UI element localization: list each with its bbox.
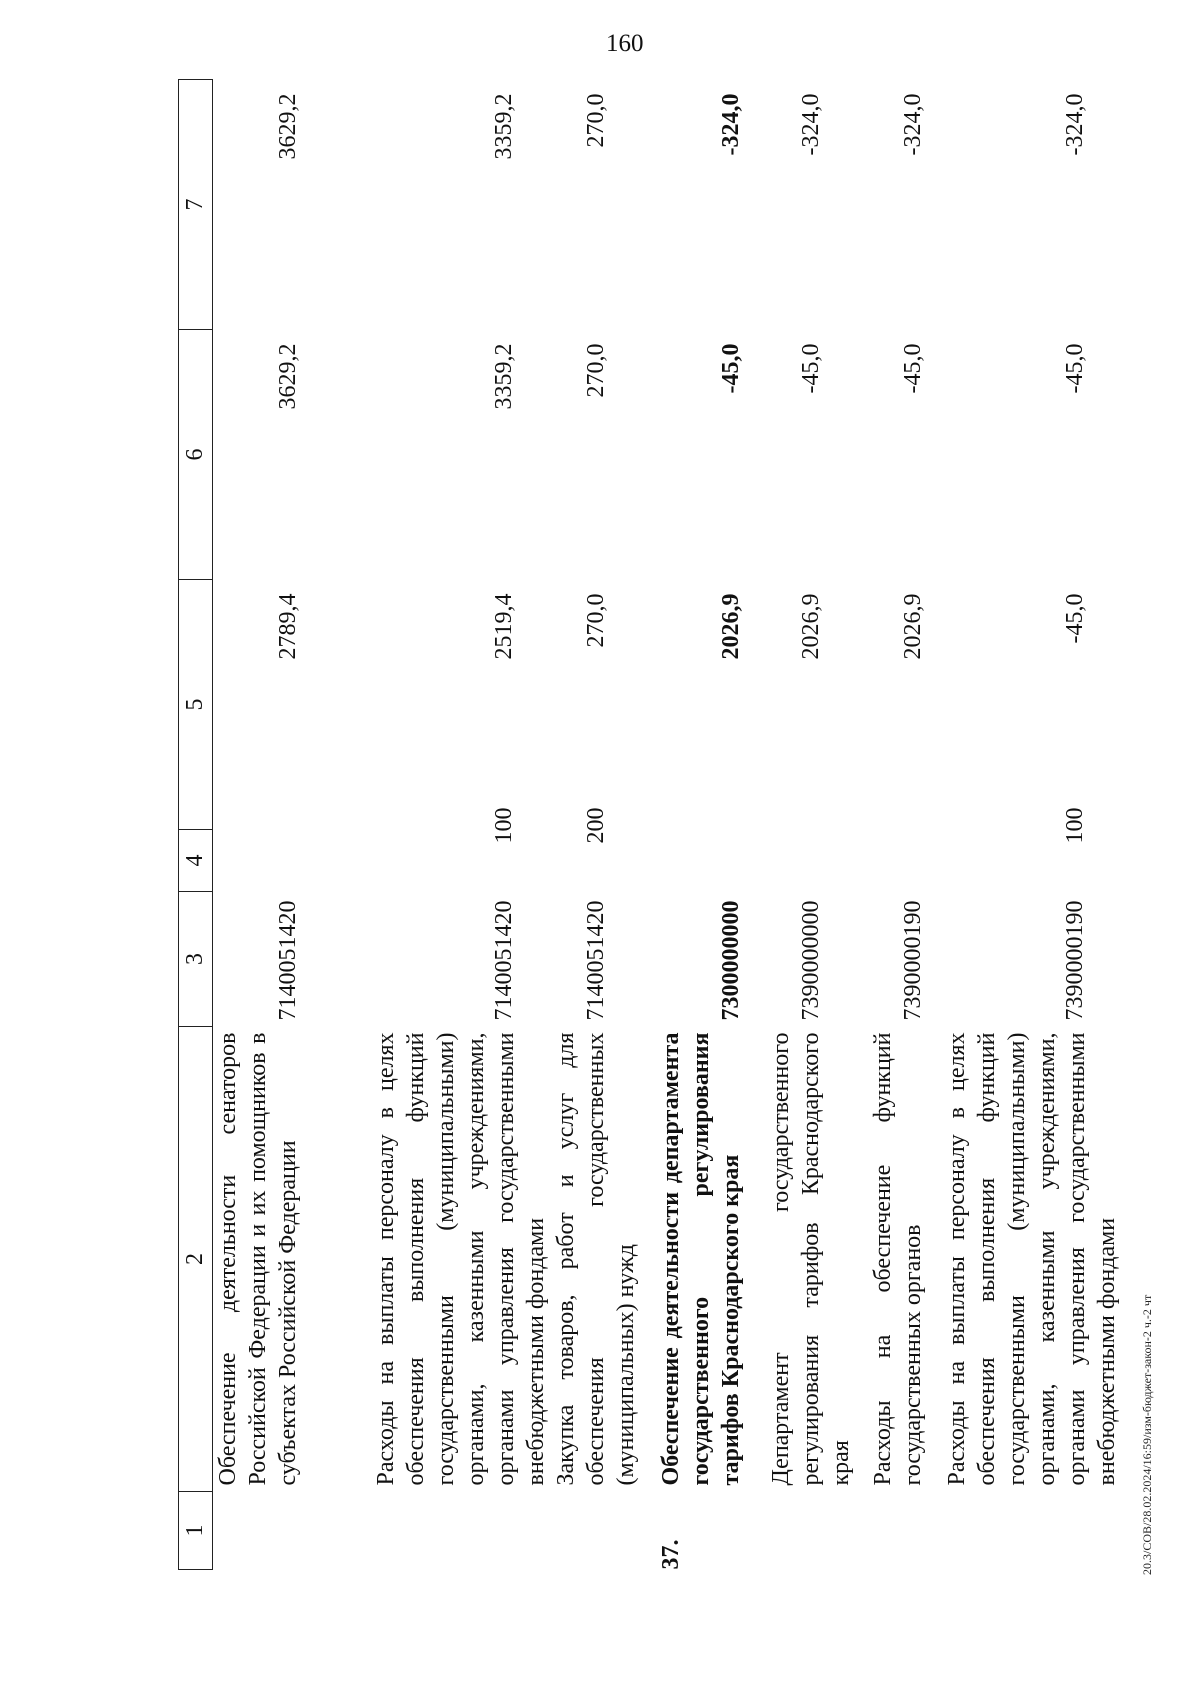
row-value-5: 2026,9	[797, 593, 824, 660]
row-code: 7390000190	[899, 900, 926, 1021]
row-description: Обеспечение деятельности департамента государственного регулирования тарифов Краснодарского края	[657, 1032, 744, 1486]
table-row	[356, 80, 551, 1570]
row-value-5: 2789,4	[275, 593, 301, 660]
table-row	[213, 80, 356, 1570]
table-row	[856, 80, 932, 1570]
row-description: Департамент государственного регулирования тарифов Краснодарского края	[767, 1032, 854, 1486]
row-value-5: 2519,4	[490, 593, 517, 660]
header-col-1: 1	[179, 1492, 213, 1570]
row-code: 7140051420	[275, 900, 301, 1021]
row-description: Обеспечение деятельности сенаторов Российской Федерации и их помощников в субъектах Российской Федерации	[215, 1032, 301, 1486]
row-description: Расходы на выплаты персоналу в целях обеспечения выполнения функций государственными (муниципальными) органами, казенными учреждениями, органами управления государственными внебюджетными фондами	[943, 1032, 1120, 1486]
row-description: Расходы на выплаты персоналу в целях обеспечения выполнения функций государственными (муниципальными) органами, казенными учреждениями, органами управления государственными внебюджетными фондами	[372, 1032, 549, 1486]
row-value-5: 2026,9	[717, 593, 744, 660]
table-row	[551, 80, 641, 1570]
row-code: 7300000000	[717, 900, 744, 1021]
row-number	[356, 1492, 551, 1570]
row-expense-type	[754, 830, 856, 892]
row-value-5: 270,0	[582, 593, 609, 648]
rotated-table-container	[178, 80, 1185, 1570]
footer-document-id: 20.3/СОВ/28.02.2024/16:59/изм-бюджет-закон-2 ч.-2 чт	[1140, 1294, 1154, 1575]
row-description: Расходы на обеспечение функций государственных органов	[869, 1032, 926, 1486]
row-expense-type	[213, 830, 356, 892]
row-value-7: -324,0	[797, 93, 824, 156]
row-value-6: 3359,2	[490, 343, 517, 410]
row-value-7: -324,0	[1061, 93, 1088, 156]
row-number: 37.	[657, 1539, 684, 1570]
row-number	[754, 1492, 856, 1570]
row-number	[856, 1492, 932, 1570]
row-value-6: -45,0	[717, 343, 744, 394]
row-value-6: -45,0	[899, 343, 926, 394]
row-expense-type: 100	[490, 807, 517, 844]
row-value-6: 270,0	[582, 343, 609, 398]
row-expense-type	[641, 830, 754, 892]
table-header-row	[179, 80, 213, 1570]
row-code: 7390000190	[1061, 900, 1088, 1021]
header-col-4: 4	[179, 830, 213, 892]
row-value-5: -45,0	[1061, 593, 1088, 644]
table-row	[932, 80, 1122, 1570]
row-number	[551, 1492, 641, 1570]
header-col-3: 3	[179, 892, 213, 1027]
row-value-7: -324,0	[717, 93, 744, 156]
page-number: 160	[606, 30, 644, 57]
row-value-5: 2026,9	[899, 593, 926, 660]
row-code: 7140051420	[490, 900, 517, 1021]
row-value-6: 3629,2	[275, 343, 301, 410]
row-description: Закупка товаров, работ и услуг для обеспечения государственных (муниципальных) нужд	[552, 1032, 639, 1486]
row-expense-type	[856, 830, 932, 892]
header-col-2: 2	[179, 1027, 213, 1492]
row-value-7: 3359,2	[490, 93, 517, 160]
header-col-6: 6	[179, 330, 213, 580]
row-number	[932, 1492, 1122, 1570]
table-row	[754, 80, 856, 1570]
budget-table	[178, 79, 1122, 1570]
row-expense-type: 100	[1061, 807, 1088, 844]
row-code: 7390000000	[797, 900, 824, 1021]
row-value-6: -45,0	[1061, 343, 1088, 394]
row-value-7: 3629,2	[275, 93, 301, 160]
header-col-5: 5	[179, 580, 213, 830]
row-number	[213, 1492, 356, 1570]
row-value-7: 270,0	[582, 93, 609, 148]
row-value-6: -45,0	[797, 343, 824, 394]
row-value-7: -324,0	[899, 93, 926, 156]
header-col-7: 7	[179, 80, 213, 330]
row-code: 7140051420	[582, 900, 609, 1021]
table-row	[641, 80, 754, 1570]
row-expense-type: 200	[582, 807, 609, 844]
